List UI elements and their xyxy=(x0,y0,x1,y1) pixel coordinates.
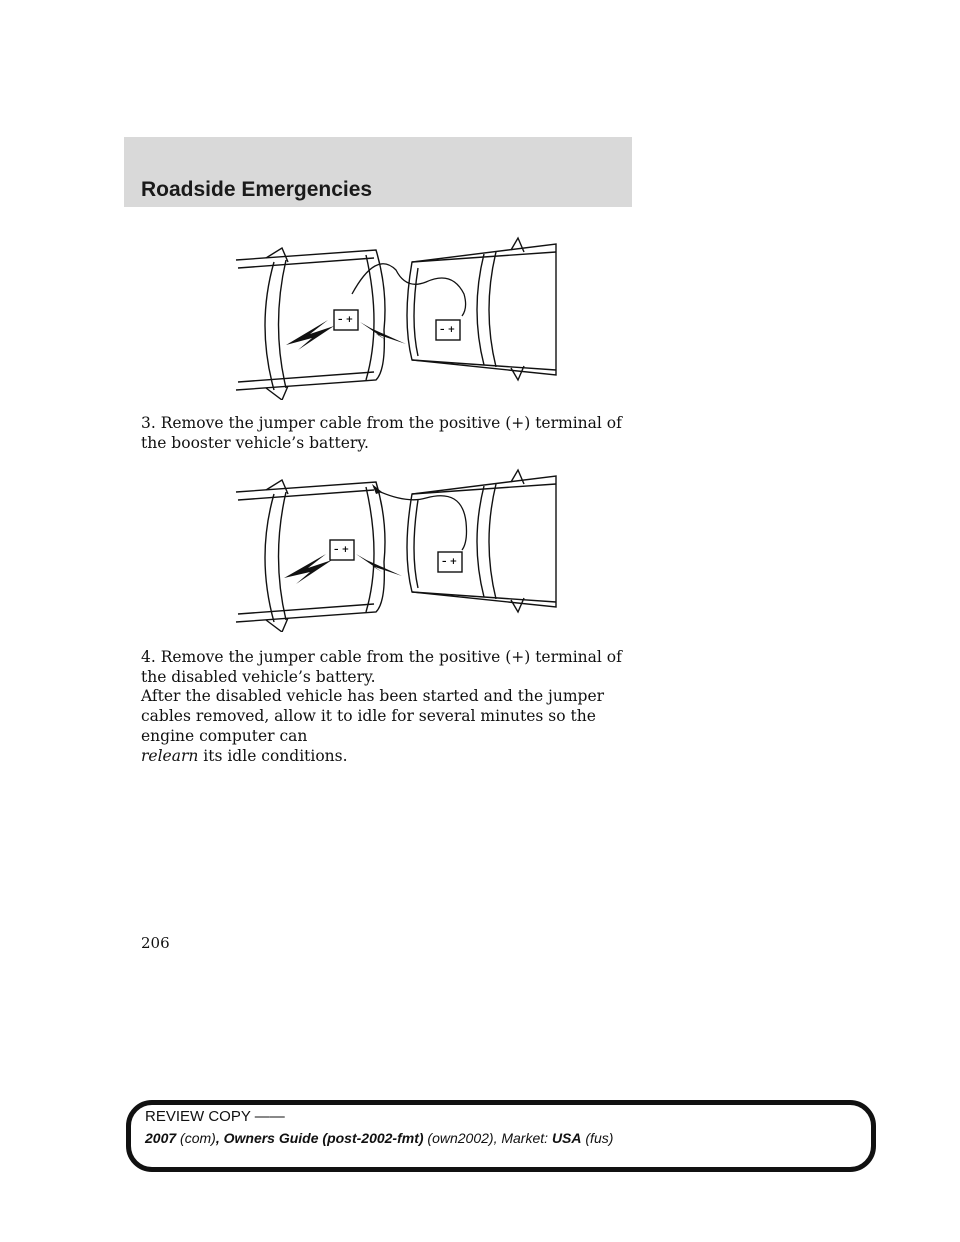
review-year: 2007 xyxy=(145,1130,177,1146)
battery-left-label: – + xyxy=(338,315,354,325)
review-market: USA xyxy=(551,1130,582,1146)
spark-left-icon xyxy=(286,320,334,350)
battery-right-label: – + xyxy=(440,325,456,335)
spark-right-icon xyxy=(360,322,406,344)
after-text-2: its idle conditions. xyxy=(198,747,348,765)
jumper-diagram-2 xyxy=(226,462,562,632)
review-copy-details xyxy=(145,1130,613,1146)
review-market-label: , Market: xyxy=(493,1130,552,1146)
after-start-paragraph xyxy=(141,686,641,766)
left-car-body xyxy=(236,250,385,390)
jumper-diagram-1 xyxy=(226,230,562,400)
battery-left-label: – + xyxy=(334,545,350,555)
relearn-term: relearn xyxy=(141,747,199,765)
review-fus: (fus) xyxy=(581,1130,614,1146)
spark-right-icon xyxy=(356,554,402,576)
after-text-1: After the disabled vehicle has been started and the jumper cables removed, allow it to idle for several minutes so the engine computer can xyxy=(141,687,605,745)
review-own: (own2002) xyxy=(423,1130,494,1146)
left-car-windshield xyxy=(265,262,274,390)
spark-left-icon xyxy=(284,554,332,584)
jumper-cable-detached xyxy=(376,490,467,550)
review-guide: , Owners Guide (post-2002-fmt) xyxy=(215,1130,424,1146)
section-title: Roadside Emergencies xyxy=(141,178,373,201)
review-copy-label: REVIEW COPY —— xyxy=(145,1108,285,1125)
page-number: 206 xyxy=(141,934,170,952)
step-3-text: 3. Remove the jumper cable from the positive (+) terminal of the booster vehicle’s battery. xyxy=(141,414,622,452)
right-car-windshield xyxy=(477,254,484,365)
review-com: (com) xyxy=(176,1130,216,1146)
battery-right-label: – + xyxy=(442,557,458,567)
step-4-text: 4. Remove the jumper cable from the positive (+) terminal of the disabled vehicle’s battery. xyxy=(141,648,622,686)
